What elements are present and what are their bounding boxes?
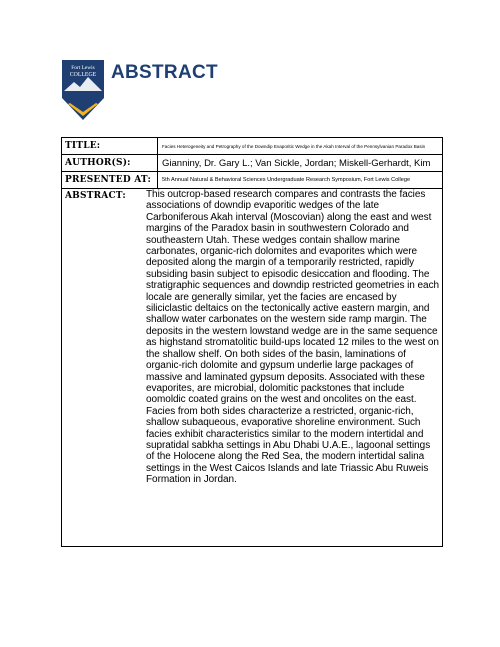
logo-text-line2: COLLEGE <box>69 72 97 78</box>
presented-label: PRESENTED AT: <box>62 172 158 188</box>
presented-value: 5th Annual Natural & Behavioral Sciences Undergraduate Research Symposium, Fort Lewis College <box>162 177 411 183</box>
presented-row <box>62 172 442 189</box>
abstract-label: ABSTRACT: <box>65 191 126 201</box>
abstract-form <box>61 137 443 547</box>
logo-pennant <box>62 98 104 120</box>
authors-label: AUTHOR(S): <box>62 155 158 171</box>
logo-graphic <box>62 60 104 120</box>
logo-text-line1: Fort Lewis <box>71 65 95 71</box>
authors-row <box>62 155 442 172</box>
title-label: TITLE: <box>62 138 158 154</box>
college-logo <box>62 60 104 120</box>
abstract-text: This outcrop-based research compares and contrasts the facies associations of downdip evaporitic wedges of the late Carboniferous Akah interval (Moscovian) along the east and west margins of the Paradox basin in southwestern Colorado and southeastern Utah. These wedges contain shallow marine carbonates, organic-rich dolomites and evaporites which were deposited along the margin of a temporarily restricted, rapidly subsiding basin subject to episodic desiccation and flooding. The stratigraphic sequences and downdip restricted geometries in each locale are generally similar, yet the facies are encased by siliciclastic deltaics on the tectonically active eastern margin, and shallow water carbonates on the western side ramp margin. The deposits in the western lowstand wedge are in the same sequence as highstand stromatolitic build-ups located 12 miles to the west on the shallow shelf. On both sides of the basin, laminations of organic-rich dolomite and gypsum underlie large packages of massive and laminated gypsum deposits. Associated with these evaporites, are microbial, dolomitic packstones that include oomoldic coated grains on the west and oncolites on the east. Facies from both sides characterize a restricted, organic-rich, shallow subaqueous, evaporative shoreline environment. Such facies exhibit characteristics similar to the modern intertidal and supratidal sabkha settings in Abu Dhabi U.A.E., lagoonal settings of the Holocene along the Red Sea, the modern intertidal salina settings in the West Caicos Islands and late Triassic Abu Ruweis Formation in Jordan. <box>146 189 440 486</box>
title-value: Facies Heterogeneity and Petrography of the Downdip Evaporitic Wedge in the Akah Interval of the Pennsylvanian Paradox Basin <box>162 143 426 149</box>
title-row <box>62 138 442 155</box>
page-heading: ABSTRACT <box>111 62 218 83</box>
authors-value: Gianniny, Dr. Gary L.; Van Sickle, Jordan; Miskell-Gerhardt, Kim <box>162 157 431 169</box>
